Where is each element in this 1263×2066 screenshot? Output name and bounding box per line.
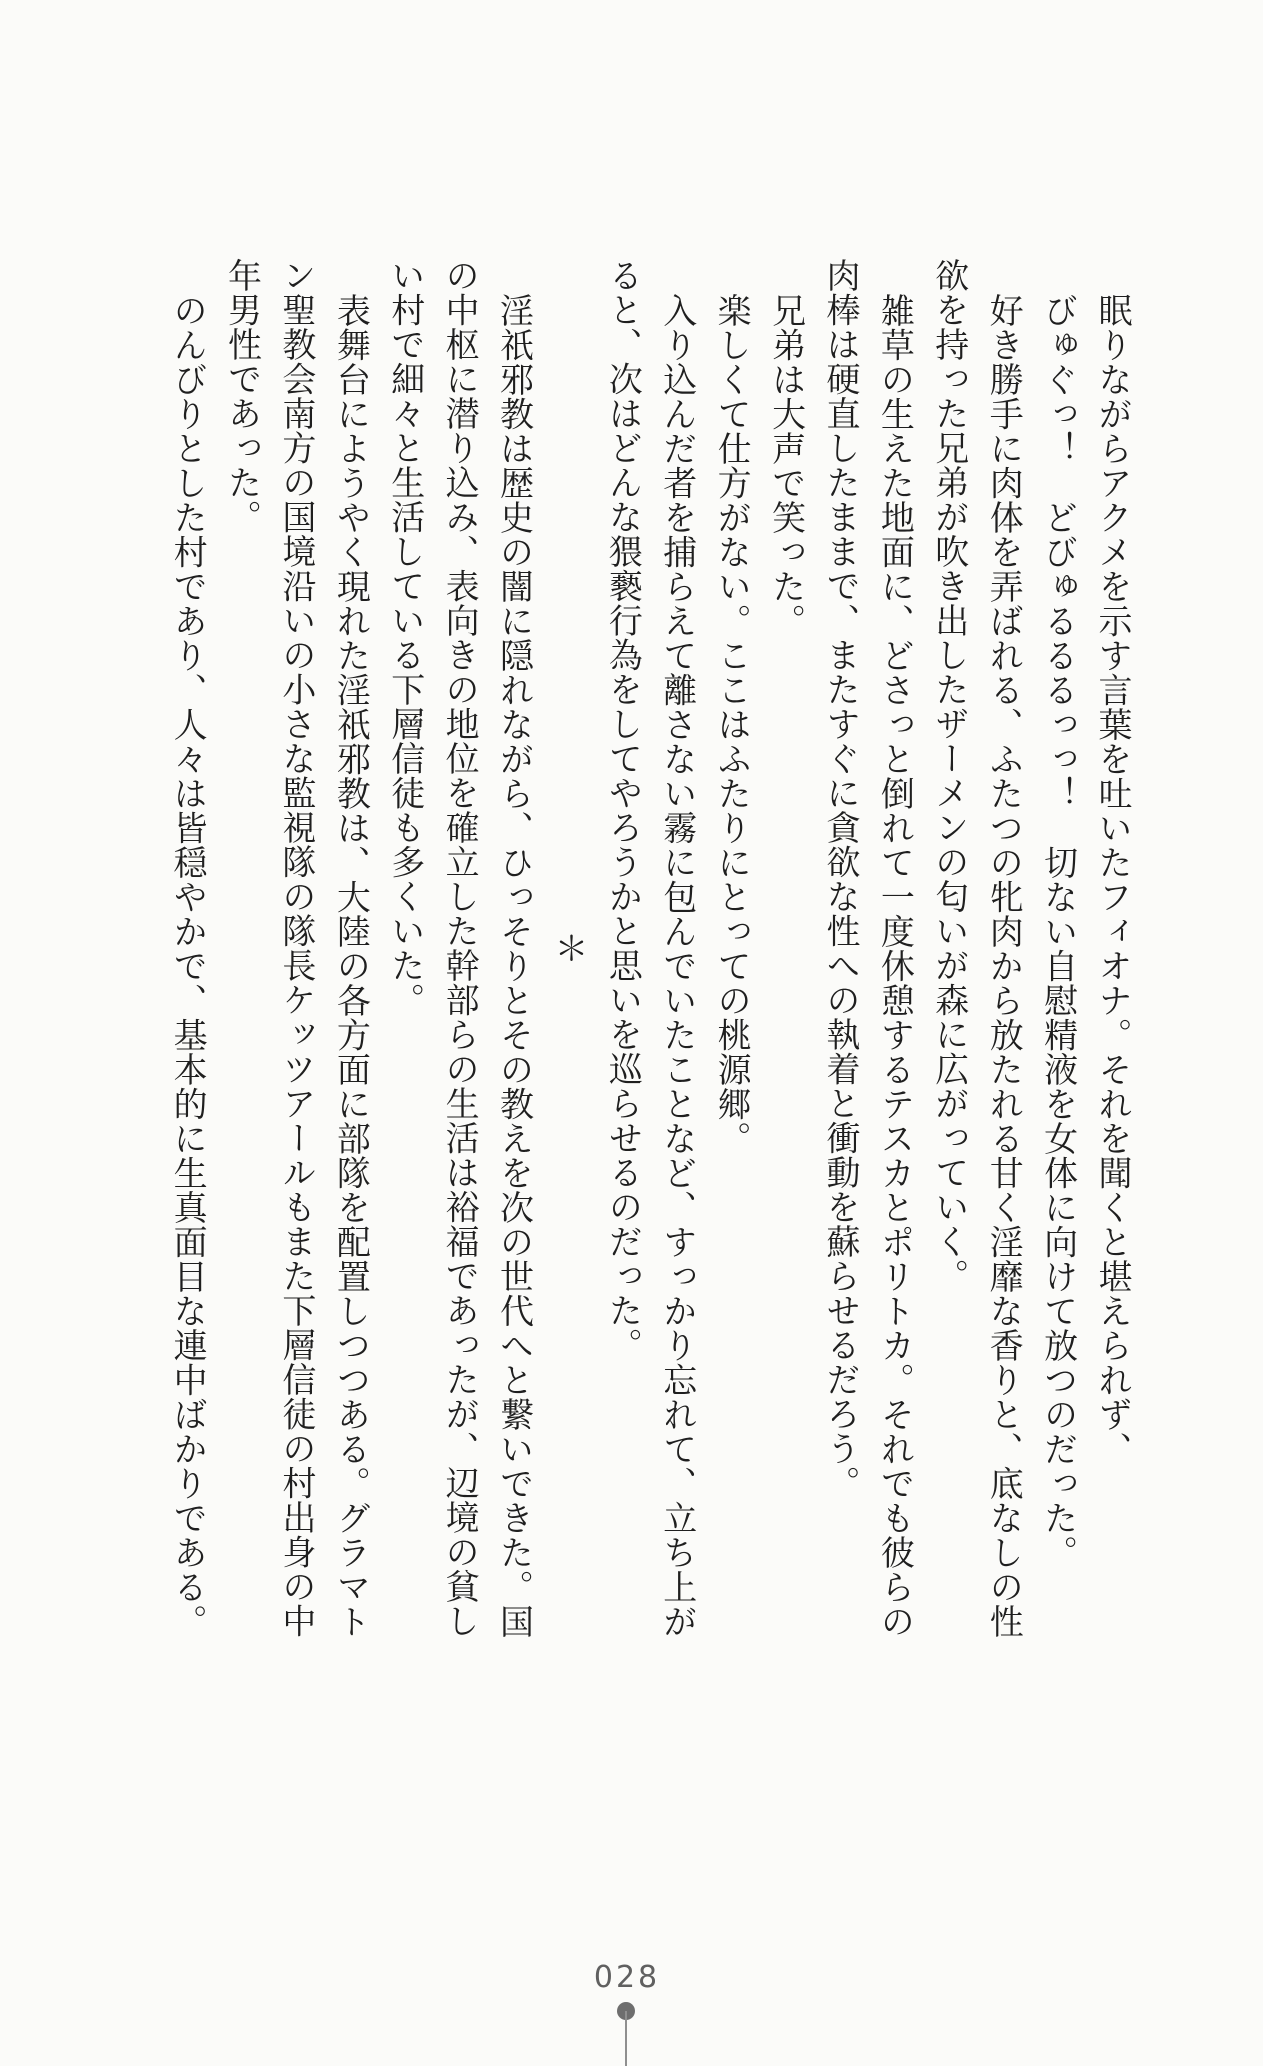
text-column-08: 楽しくて仕方がない。ここはふたりにとっての桃源郷。 — [711, 292, 752, 1155]
text-column-02: びゅぐっ！ どびゅるるるっっ！ 切ない自慰精液を女体に向けて放つのだった。 — [1037, 292, 1078, 1569]
text-column-18: のんびりとした村であり、人々は皆穏やかで、基本的に生真面目な連中ばかりである。 — [167, 292, 208, 1638]
page-marker-stem — [625, 2011, 627, 2066]
text-column-10: ると、次はどんな猥褻行為をしてやろうかと思いを巡らせるのだった。 — [602, 258, 643, 1362]
text-column-04: 欲を持った兄弟が吹き出したザーメンの匂いが森に広がっていく。 — [928, 258, 969, 1293]
text-column-06: 肉棒は硬直したままで、またすぐに貪欲な性への執着と衝動を蘇らせるだろう。 — [819, 258, 860, 1500]
text-column-16: ン聖教会南方の国境沿いの小さな監視隊の隊長ケッツアールもまた下層信徒の村出身の中 — [275, 258, 316, 1638]
section-separator: ＊ — [547, 930, 588, 966]
body-text-block — [160, 258, 1139, 1638]
text-column-09: 入り込んだ者を捕らえて離さない霧に包んでいたことなど、すっかり忘れて、立ち上が — [656, 292, 697, 1638]
text-column-13: の中枢に潜り込み、表向きの地位を確立した幹部らの生活は裕福であったが、辺境の貧し — [439, 258, 480, 1638]
text-column-01: 眠りながらアクメを示す言葉を吐いたフィオナ。それを聞くと堪えられず、 — [1092, 292, 1132, 1466]
page-number: 028 — [593, 1960, 661, 1995]
text-column-17: 年男性であった。 — [221, 258, 262, 534]
text-column-12: 淫祇邪教は歴史の闇に隠れながら、ひっそりとその教えを次の世代へと繋いできた。国 — [493, 292, 534, 1638]
text-column-05: 雑草の生えた地面に、どさっと倒れて一度休憩するテスカとポリトカ。それでも彼らの — [874, 292, 915, 1638]
text-column-03: 好き勝手に肉体を弄ばれる、ふたつの牝肉から放たれる甘く淫靡な香りと、底なしの性 — [983, 292, 1024, 1638]
text-column-07: 兄弟は大声で笑った。 — [765, 292, 806, 638]
text-column-14: い村で細々と生活している下層信徒も多くいた。 — [384, 258, 425, 1017]
text-column-15: 表舞台にようやく現れた淫祇邪教は、大陸の各方面に部隊を配置しつつある。グラマト — [330, 292, 371, 1638]
